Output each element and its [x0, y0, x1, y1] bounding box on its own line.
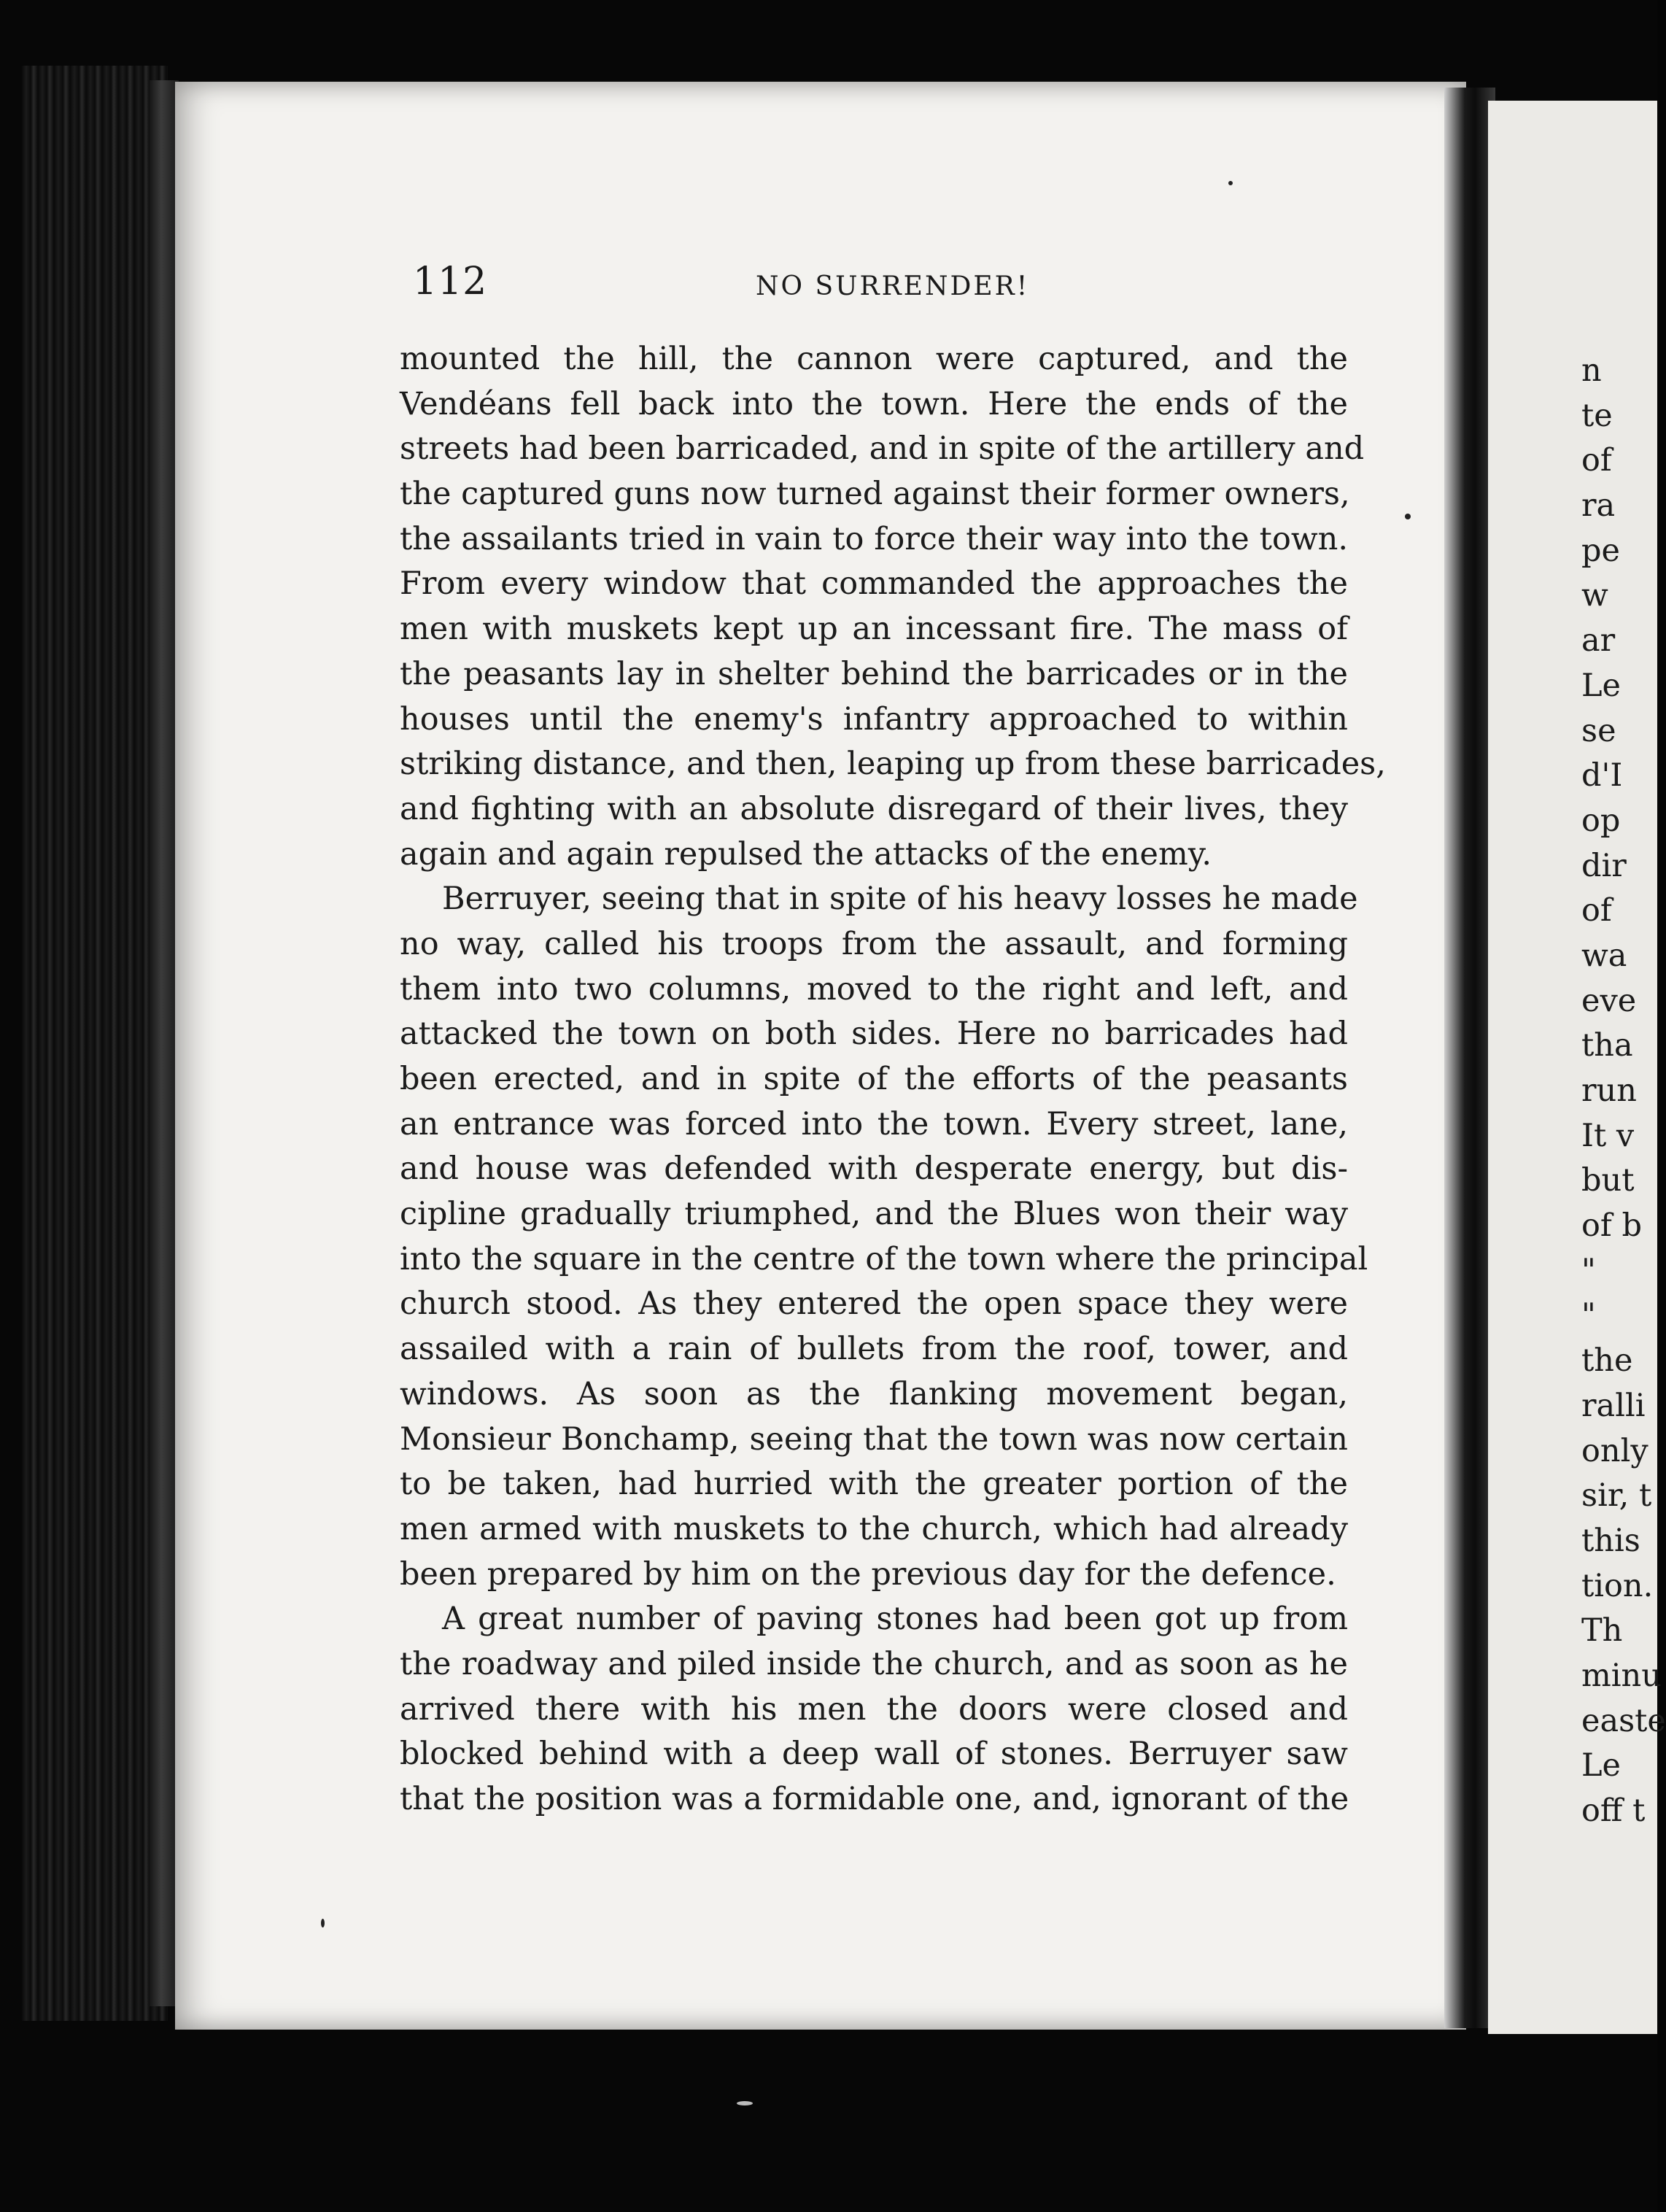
- facing-line: easte: [1581, 1702, 1666, 1739]
- scan-speck: [737, 2101, 753, 2105]
- text-line: that the position was a formidable one, and, ignorant of the: [400, 1781, 1349, 1817]
- facing-page-text: [1581, 349, 1666, 1834]
- facing-line: of b: [1581, 1207, 1642, 1245]
- text-line: Monsieur Bonchamp, seeing that the town was now certain: [400, 1420, 1348, 1458]
- text-line: Vendéans fell back into the town. Here the ends of the: [400, 385, 1348, 422]
- book-page-edges: [22, 66, 168, 2021]
- text-line: the peasants lay in shelter behind the barricades or in the: [400, 655, 1348, 692]
- facing-line: ": [1581, 1252, 1596, 1289]
- text-line: the roadway and piled inside the church, and as soon as he: [400, 1645, 1348, 1682]
- facing-line: only: [1581, 1432, 1648, 1469]
- facing-line: ": [1581, 1297, 1596, 1334]
- facing-line: of: [1581, 892, 1612, 929]
- scan-speck: [1405, 514, 1411, 519]
- facing-line: d'I: [1581, 757, 1623, 794]
- facing-line: minu: [1581, 1657, 1662, 1694]
- book-binding-edge: [150, 80, 179, 2006]
- text-line: men with muskets kept up an incessant fire. The mass of: [400, 611, 1348, 648]
- facing-line: this: [1581, 1522, 1640, 1559]
- facing-line: tha: [1581, 1027, 1633, 1064]
- text-line: men armed with muskets to the church, which had already: [400, 1510, 1348, 1547]
- text-line: arrived there with his men the doors were closed and: [400, 1690, 1348, 1728]
- text-line: been erected, and in spite of the efforts of the peasants: [400, 1061, 1348, 1097]
- text-line: houses until the enemy's infantry approached to within: [400, 700, 1348, 738]
- scan-speck: [1228, 181, 1233, 185]
- text-line: the captured guns now turned against their former owners,: [400, 476, 1350, 513]
- scan-speck: [321, 1919, 325, 1927]
- text-line: and fighting with an absolute disregard of their lives, they: [400, 790, 1348, 827]
- text-line: cipline gradually triumphed, and the Blues won their way: [400, 1196, 1348, 1233]
- facing-line: te: [1581, 397, 1613, 434]
- facing-line: Th: [1581, 1612, 1623, 1650]
- text-line: the assailants tried in vain to force their way into the town.: [400, 520, 1348, 557]
- facing-line: off t: [1581, 1793, 1646, 1829]
- text-line: no way, called his troops from the assault, and forming: [400, 925, 1348, 962]
- text-line: mounted the hill, the cannon were captured, and the: [400, 341, 1348, 377]
- text-line: attacked the town on both sides. Here no barricades had: [400, 1016, 1348, 1053]
- text-line: church stood. As they entered the open space they were: [400, 1285, 1348, 1323]
- facing-line: but: [1581, 1162, 1635, 1199]
- facing-line: ralli: [1581, 1387, 1646, 1424]
- text-line: to be taken, had hurried with the greater portion of the: [400, 1466, 1348, 1503]
- facing-line: ra: [1581, 487, 1616, 525]
- facing-line: se: [1581, 712, 1616, 749]
- facing-line: n: [1581, 352, 1602, 389]
- facing-line: eve: [1581, 982, 1637, 1019]
- facing-line: wa: [1581, 937, 1627, 974]
- facing-line: the: [1581, 1342, 1633, 1380]
- text-line: A great number of paving stones had been got up from: [442, 1601, 1348, 1638]
- text-line: an entrance was forced into the town. Every street, lane,: [400, 1105, 1348, 1142]
- facing-line: ar: [1581, 622, 1616, 660]
- facing-line: Le: [1581, 667, 1622, 704]
- body-text: [400, 337, 1386, 1822]
- text-line: windows. As soon as the flanking movement began,: [400, 1375, 1348, 1412]
- text-line: again and again repulsed the attacks of the enemy.: [400, 835, 1212, 873]
- text-line: them into two columns, moved to the right and left, and: [400, 970, 1348, 1008]
- text-line: Berruyer, seeing that in spite of his heavy losses he made: [442, 881, 1358, 918]
- facing-line: pe: [1581, 532, 1620, 569]
- running-title: NO SURRENDER!: [756, 271, 1030, 301]
- text-line: into the square in the centre of the town where the principal: [400, 1240, 1368, 1277]
- page-number: 112: [413, 260, 488, 303]
- text-line: streets had been barricaded, and in spite of the artillery and: [400, 430, 1365, 468]
- text-line: and house was defended with desperate energy, but dis-: [400, 1151, 1348, 1188]
- facing-line: w: [1581, 577, 1608, 614]
- facing-line: op: [1581, 802, 1621, 839]
- facing-line: It v: [1581, 1117, 1635, 1154]
- facing-line: sir, t: [1581, 1477, 1652, 1515]
- facing-line: of: [1581, 442, 1612, 479]
- text-line: striking distance, and then, leaping up from these barricades,: [400, 746, 1386, 783]
- text-line: blocked behind with a deep wall of stones. Berruyer saw: [400, 1736, 1348, 1773]
- facing-line: dir: [1581, 847, 1627, 884]
- facing-line: Le: [1581, 1747, 1622, 1784]
- text-line: From every window that commanded the approaches the: [400, 565, 1348, 603]
- facing-line: run: [1581, 1072, 1637, 1109]
- text-line: assailed with a rain of bullets from the roof, tower, and: [400, 1331, 1348, 1368]
- page-header: [413, 260, 1347, 311]
- facing-line: tion.: [1581, 1567, 1654, 1604]
- text-line: been prepared by him on the previous day for the defence.: [400, 1555, 1336, 1593]
